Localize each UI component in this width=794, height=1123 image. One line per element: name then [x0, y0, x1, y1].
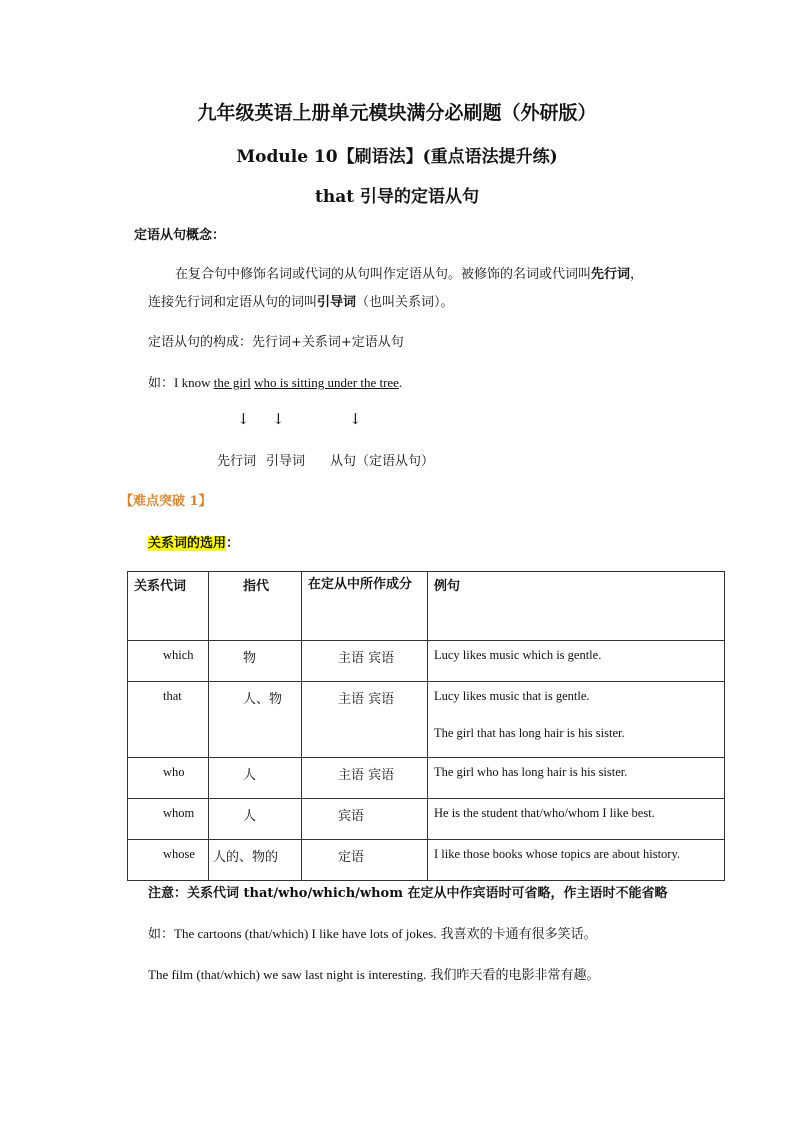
- role-cell: 主语 宾语: [302, 758, 428, 799]
- note-example-2-cn: 我们昨天看的电影非常有趣。: [430, 968, 600, 983]
- subheading-highlight: 关系词的选用: [148, 536, 227, 551]
- note-text: 注意：关系代词 that/who/which/whom 在定从中作宾语时可省略，作主语时不能省略: [148, 886, 668, 901]
- ref-cell: 人: [209, 799, 302, 840]
- concept-paragraph-line-1: [175, 263, 643, 282]
- example-cell: I like those books whose topics are about history.: [428, 840, 725, 881]
- ref-cell: 物: [209, 641, 302, 682]
- example-antecedent: the girl: [213, 375, 251, 390]
- label-clause: 从句（定语从句）: [330, 454, 435, 469]
- example-sentence: [148, 372, 402, 391]
- note-example-1: [148, 923, 597, 942]
- pronoun-cell: whose: [128, 840, 209, 881]
- example-cell: Lucy likes music which is gentle.: [428, 641, 725, 682]
- pronoun-cell: which: [128, 641, 209, 682]
- header-cell: 指代: [209, 572, 302, 641]
- ref-cell: 人的、物的: [209, 840, 302, 881]
- note-example-1-cn: 我喜欢的卡通有很多笑话。: [440, 927, 597, 942]
- concept-paragraph-line-2: [148, 291, 454, 310]
- table-row: [128, 641, 725, 682]
- example-end: .: [398, 375, 403, 390]
- example-prefix: 如：: [148, 376, 175, 391]
- arrow-down-icon: ↓: [272, 410, 285, 428]
- example-cell: Lucy likes music that is gentle. The girl that has long hair is his sister.: [428, 682, 725, 758]
- term-relative-word: 引导词: [317, 295, 357, 310]
- example-cell: He is the student that/who/whom I like best.: [428, 799, 725, 840]
- example-clause: who is sitting under the tree: [254, 375, 399, 390]
- concept-text: 连接先行词和定语从句的词叫: [148, 295, 318, 310]
- label-relative: 引导词: [266, 454, 306, 469]
- note-example-2-en: The film (that/which) we saw last night is interesting.: [148, 967, 427, 982]
- document-title: 九年级英语上册单元模块满分必刷题（外研版）: [197, 102, 597, 124]
- header-cell: 在定从中所作成分: [302, 572, 428, 641]
- pronoun-cell: who: [128, 758, 209, 799]
- role-cell: 定语: [302, 840, 428, 881]
- table-header-row: [128, 572, 725, 641]
- example-start: I know: [174, 375, 214, 390]
- role-cell: 宾语: [302, 799, 428, 840]
- arrow-down-icon: ↓: [349, 410, 362, 428]
- pronoun-cell: whom: [128, 799, 209, 840]
- subheading: [148, 532, 239, 551]
- module-title: Module 10【刷语法】(重点语法提升练): [236, 147, 558, 167]
- note-example-1-en: The cartoons (that/which) I like have lots of jokes.: [174, 926, 437, 941]
- concept-punct: ，: [630, 267, 644, 282]
- note-example-2: [148, 964, 600, 983]
- header-cell: 关系代词: [128, 572, 209, 641]
- header-cell: 例句: [428, 572, 725, 641]
- topic-title: that 引导的定语从句: [315, 187, 479, 207]
- role-cell: 主语 宾语: [302, 682, 428, 758]
- concept-text: 在复合句中修饰名词或代词的从句叫作定语从句。被修饰的名词或代词叫: [175, 267, 592, 282]
- structure-line: 定语从句的构成：先行词+关系词+定语从句: [148, 335, 404, 350]
- ref-cell: 人: [209, 758, 302, 799]
- subheading-colon: ：: [226, 536, 240, 551]
- note-example-prefix: 如：: [148, 927, 175, 942]
- arrow-down-icon: ↓: [237, 410, 250, 428]
- term-antecedent: 先行词: [591, 267, 631, 282]
- relative-pronoun-table: [127, 571, 725, 881]
- example-cell: The girl who has long hair is his sister.: [428, 758, 725, 799]
- label-antecedent: 先行词: [217, 454, 257, 469]
- concept-text: （也叫关系词）。: [356, 295, 454, 310]
- concept-heading: 定语从句概念：: [134, 228, 226, 243]
- breakthrough-label: 【难点突破 1】: [120, 494, 212, 509]
- table-row: [128, 682, 725, 758]
- table-row: [128, 758, 725, 799]
- pronoun-cell: that: [128, 682, 209, 758]
- table-row: [128, 840, 725, 881]
- table-row: [128, 799, 725, 840]
- role-cell: 主语 宾语: [302, 641, 428, 682]
- ref-cell: 人、物: [209, 682, 302, 758]
